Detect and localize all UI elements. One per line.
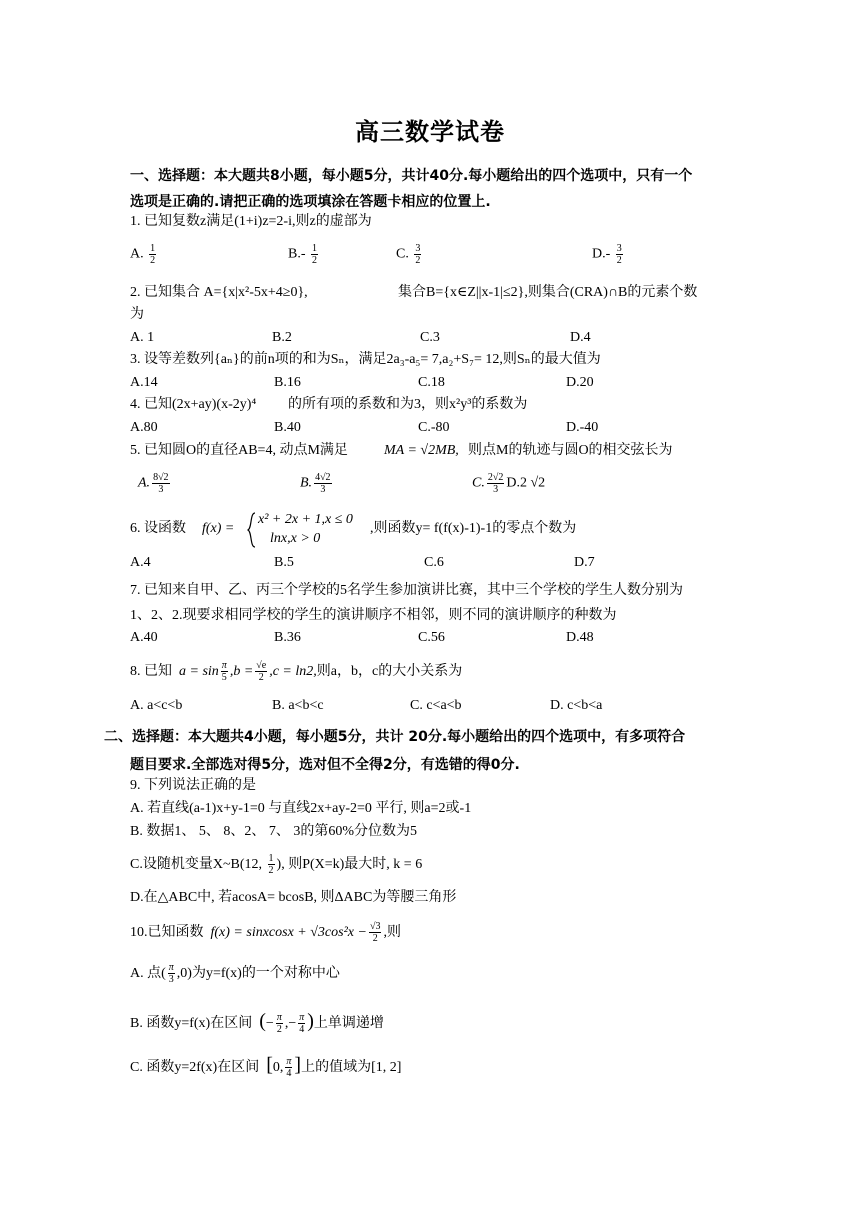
q2-option-a[interactable]: A. 1 (130, 330, 155, 345)
q2-option-d[interactable]: D.4 (570, 330, 591, 345)
q6-left-brace (247, 512, 257, 548)
q6-option-c[interactable]: C.6 (424, 555, 444, 570)
q10-stem: 10.已知函数 f(x) = sinxcosx + √3cos²x − $\frac{√3}{2}$ ,则 (130, 921, 401, 945)
q4-option-d[interactable]: D.-40 (566, 420, 599, 435)
q5-condition-formula: MA = √2MB, (384, 443, 459, 458)
q1-option-c[interactable]: C. $\frac{3}{2}$ (396, 243, 421, 266)
q3-option-d[interactable]: D.20 (566, 375, 594, 390)
q8-option-b[interactable]: B. a<b<c (272, 698, 324, 713)
q2-stem-part3: 为 (130, 307, 144, 322)
page-title: 高三数学试卷 (355, 118, 505, 146)
q4-option-b[interactable]: B.40 (274, 420, 301, 435)
q5-option-b-fraction: $\frac{4√2}{3}$ (315, 472, 331, 495)
q5-option-d[interactable]: D.2 √2 (506, 475, 546, 491)
q6-stem-part1: 6. 设函数 (130, 521, 186, 536)
q4-option-a[interactable]: A.80 (130, 420, 158, 435)
q1-option-d[interactable]: D.- $\frac{3}{2}$ (592, 243, 622, 266)
q1-option-c-fraction: $\frac{3}{2}$ (415, 243, 421, 266)
q9-option-d[interactable]: D.在△ABC中, 若acosA= bcosB, 则ΔABC为等腰三角形 (130, 890, 457, 905)
q8-option-c[interactable]: C. c<a<b (410, 698, 462, 713)
q3-stem: 3. 设等差数列{aₙ}的前n项的和为Sₙ，满足2a₃-a₅= 7,a₂+S₇= 12,则Sₙ的最大值为 (130, 352, 601, 367)
q7-option-c[interactable]: C.56 (418, 630, 445, 645)
q4-stem-part1: 4. 已知(2x+ay)(x-2y)⁴ (130, 397, 257, 412)
q9-option-c[interactable]: C.设随机变量X~B(12, $\frac{1}{2}$ ), 则P(X=k)最大时, k = 6 (130, 853, 423, 877)
q8-option-d[interactable]: D. c<b<a (550, 698, 603, 713)
q7-option-d[interactable]: D.48 (566, 630, 594, 645)
q6-stem-part2: ,则函数y= f(f(x)-1)-1的零点个数为 (370, 521, 577, 536)
q7-stem-line2: 1、2、2.现要求相同学校的学生的演讲顺序不相邻，则不同的演讲顺序的种数为 (130, 608, 617, 623)
q5-stem-part1: 5. 已知圆O的直径AB=4, 动点M满足 (130, 443, 348, 458)
q10-option-a[interactable]: A. 点( $\frac{\pi}{3}$ ,0)为y=f(x)的一个对称中心 (130, 962, 340, 986)
section2-heading-line1: 二、选择题：本大题共4小题，每小题5分，共计 20分.每小题给出的四个选项中，有多项符合 (104, 729, 686, 745)
q6-case-2: lnx,x > 0 (270, 531, 321, 546)
q5-stem-part2: 则点M的轨迹与圆O的相交弦长为 (468, 443, 673, 458)
q1-option-b[interactable]: B.- $\frac{1}{2}$ (288, 243, 317, 266)
q1-option-a[interactable]: A. $\frac{1}{2}$ (130, 243, 156, 266)
q6-option-d[interactable]: D.7 (574, 555, 595, 570)
q9-stem: 9. 下列说法正确的是 (130, 778, 256, 793)
q5-option-c-fraction: $\frac{2√2}{3}$ (487, 472, 504, 495)
section1-heading-line1: 一、选择题：本大题共8小题，每小题5分，共计40分.每小题给出的四个选项中，只有一个 (130, 168, 693, 184)
q7-option-a[interactable]: A.40 (130, 630, 158, 645)
q6-case-1: x² + 2x + 1,x ≤ 0 (258, 512, 353, 527)
q8-stem: 8. 已知 a = sin $\frac{\pi}{5}$ ,b = $\frac{√e}{2}$ ,c = ln2,则a，b，c的大小关系为 (130, 660, 463, 684)
q2-option-b[interactable]: B.2 (272, 330, 292, 345)
q5-option-a-fraction: $\frac{8√2}{3}$ (153, 472, 169, 495)
q2-option-c[interactable]: C.3 (420, 330, 440, 345)
q3-option-a[interactable]: A.14 (130, 375, 158, 390)
q9-option-a[interactable]: A. 若直线(a-1)x+y-1=0 与直线2x+ay-2=0 平行, 则a=2或-1 (130, 801, 472, 816)
q9-option-b[interactable]: B. 数据1、 5、 8、2、 7、 3的第60%分位数为5 (130, 824, 417, 839)
q3-option-b[interactable]: B.16 (274, 375, 301, 390)
q4-stem-part2: 的所有项的系数和为3，则x²y³的系数为 (288, 397, 528, 412)
q6-option-a[interactable]: A.4 (130, 555, 151, 570)
q2-stem-part1: 2. 已知集合 A={x|x²-5x+4≥0}, (130, 285, 308, 300)
q1-stem: 1. 已知复数z满足(1+i)z=2-i,则z的虚部为 (130, 214, 372, 229)
q1-option-a-fraction: $\frac{1}{2}$ (150, 243, 156, 266)
q3-option-c[interactable]: C.18 (418, 375, 445, 390)
q5-option-b[interactable]: B. $\frac{4√2}{3}$ (300, 472, 331, 495)
q2-stem-part2: 集合B={x∈Z||x-1|≤2},则集合(CRA)∩B的元素个数 (398, 285, 698, 300)
q4-option-c[interactable]: C.-80 (418, 420, 450, 435)
q6-function-name: f(x) = (202, 521, 235, 536)
q10-option-b[interactable]: B. 函数y=f(x)在区间 (− $\frac{\pi}{2}$ ,− $\frac{\pi}{4}$ )上单调递增 (130, 1010, 384, 1036)
q7-option-b[interactable]: B.36 (274, 630, 301, 645)
q5-option-c[interactable]: C. $\frac{2√2}{3}$ D.2 √2 (472, 472, 546, 495)
section2-heading-line2: 题目要求.全部选对得5分，选对但不全得2分，有选错的得0分. (130, 757, 520, 773)
q1-option-d-fraction: $\frac{3}{2}$ (616, 243, 622, 266)
q10-option-c[interactable]: C. 函数y=2f(x)在区间 [0, $\frac{\pi}{4}$ ]上的值域为[1, 2] (130, 1054, 402, 1080)
q8-option-a[interactable]: A. a<c<b (130, 698, 183, 713)
q5-option-a[interactable]: A. $\frac{8√2}{3}$ (138, 472, 169, 495)
q7-stem-line1: 7. 已知来自甲、乙、丙三个学校的5名学生参加演讲比赛，其中三个学校的学生人数分别为 (130, 583, 683, 598)
section1-heading-line2: 选项是正确的.请把正确的选项填涂在答题卡相应的位置上. (130, 194, 491, 210)
q6-option-b[interactable]: B.5 (274, 555, 294, 570)
q1-option-b-fraction: $\frac{1}{2}$ (312, 243, 317, 266)
